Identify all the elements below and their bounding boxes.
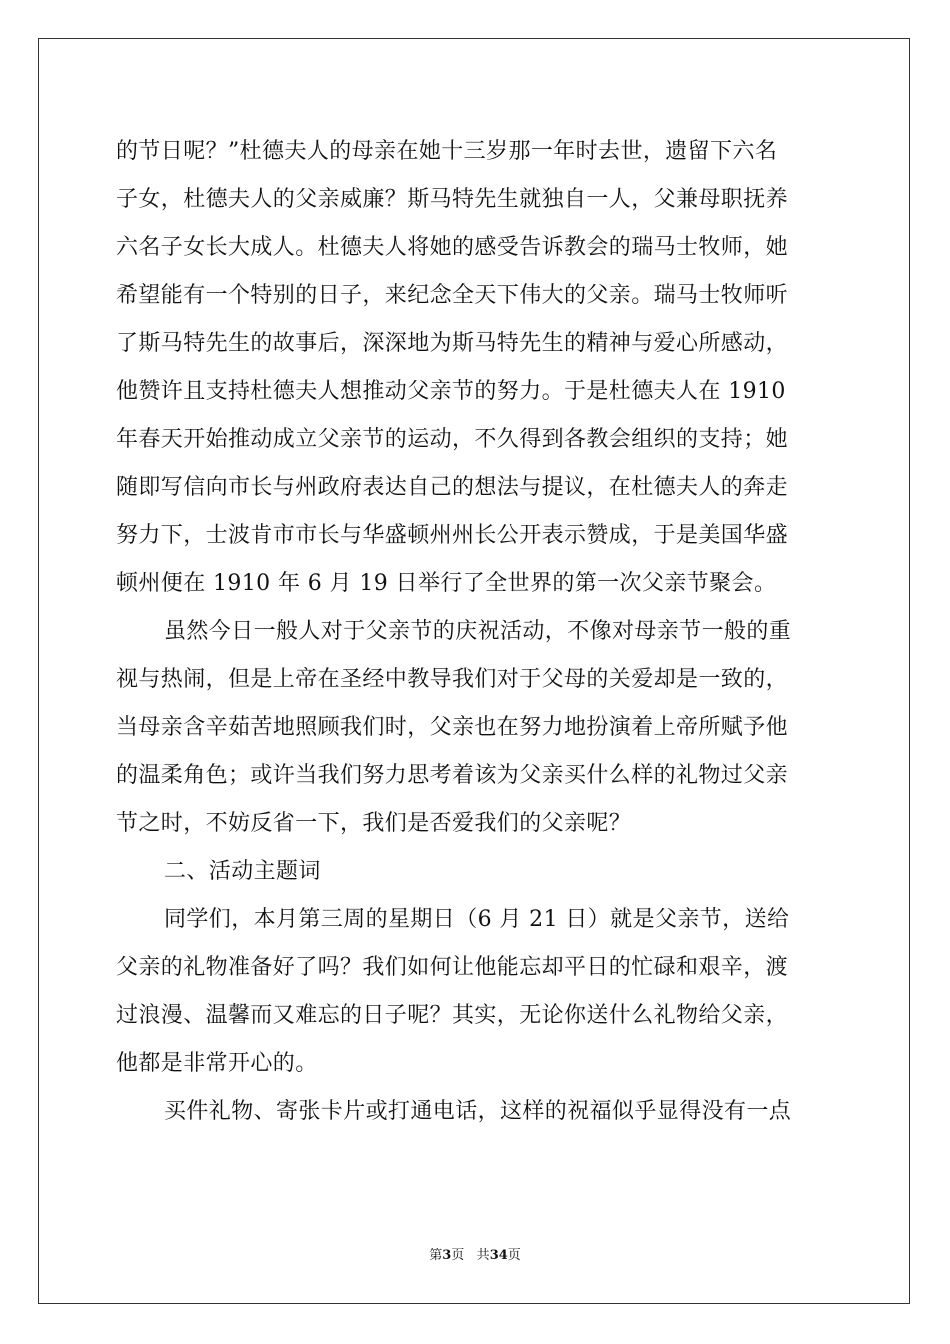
paragraph-line: 同学们，本月第三周的星期日（6 月 21 日）就是父亲节，送给 xyxy=(164,907,790,932)
paragraph-line: 当母亲含辛茹苦地照顾我们时，父亲也在努力地扮演着上帝所赋予他 xyxy=(116,715,789,740)
paragraph-line: 六名子女长大成人。杜德夫人将她的感受告诉教会的瑞马士牧师，她 xyxy=(116,235,789,260)
paragraph-line: 节之时，不妨反省一下，我们是否爱我们的父亲呢？ xyxy=(116,811,632,836)
total-pages: 34 xyxy=(489,1248,508,1263)
document-body xyxy=(116,128,836,1136)
section-heading: 二、活动主题词 xyxy=(164,859,321,884)
page-suffix: 页 xyxy=(451,1248,465,1263)
paragraph-line: 他赞许且支持杜德夫人想推动父亲节的努力。于是杜德夫人在 1910 xyxy=(116,379,786,404)
paragraph-line: 希望能有一个特别的日子，来纪念全天下伟大的父亲。瑞马士牧师听 xyxy=(116,283,789,308)
page-footer xyxy=(0,1244,950,1263)
page-prefix: 第 xyxy=(429,1248,443,1263)
paragraph-line: 子女，杜德夫人的父亲威廉？斯马特先生就独自一人，父兼母职抚养 xyxy=(116,187,789,212)
paragraph-line: 过浪漫、温馨而又难忘的日子呢？其实，无论你送什么礼物给父亲， xyxy=(116,1003,789,1028)
paragraph-line: 买件礼物、寄张卡片或打通电话，这样的祝福似乎显得没有一点 xyxy=(164,1099,792,1124)
paragraph-line: 随即写信向市长与州政府表达自己的想法与提议，在杜德夫人的奔走 xyxy=(116,475,789,500)
paragraph-line: 年春天开始推动成立父亲节的运动，不久得到各教会组织的支持；她 xyxy=(116,427,789,452)
paragraph-line: 父亲的礼物准备好了吗？我们如何让他能忘却平日的忙碌和艰辛，渡 xyxy=(116,955,789,980)
total-suffix: 页 xyxy=(507,1248,521,1263)
paragraph-line: 了斯马特先生的故事后，深深地为斯马特先生的精神与爱心所感动， xyxy=(116,331,789,356)
paragraph-line: 努力下，士波肯市市长与华盛顿州州长公开表示赞成，于是美国华盛 xyxy=(116,523,789,548)
page-number: 3 xyxy=(442,1248,452,1263)
paragraph-line: 的温柔角色；或许当我们努力思考着该为父亲买什么样的礼物过父亲 xyxy=(116,763,789,788)
paragraph-line: 虽然今日一般人对于父亲节的庆祝活动，不像对母亲节一般的重 xyxy=(164,619,792,644)
paragraph-line: 的节日呢？”杜德夫人的母亲在她十三岁那一年时去世，遗留下六名 xyxy=(116,139,778,164)
paragraph-line: 视与热闹，但是上帝在圣经中教导我们对于父母的关爱却是一致的， xyxy=(116,667,789,692)
paragraph-line: 他都是非常开心的。 xyxy=(116,1051,318,1076)
total-prefix: 共 xyxy=(476,1248,490,1263)
paragraph-line: 顿州便在 1910 年 6 月 19 日举行了全世界的第一次父亲节聚会。 xyxy=(116,571,777,596)
